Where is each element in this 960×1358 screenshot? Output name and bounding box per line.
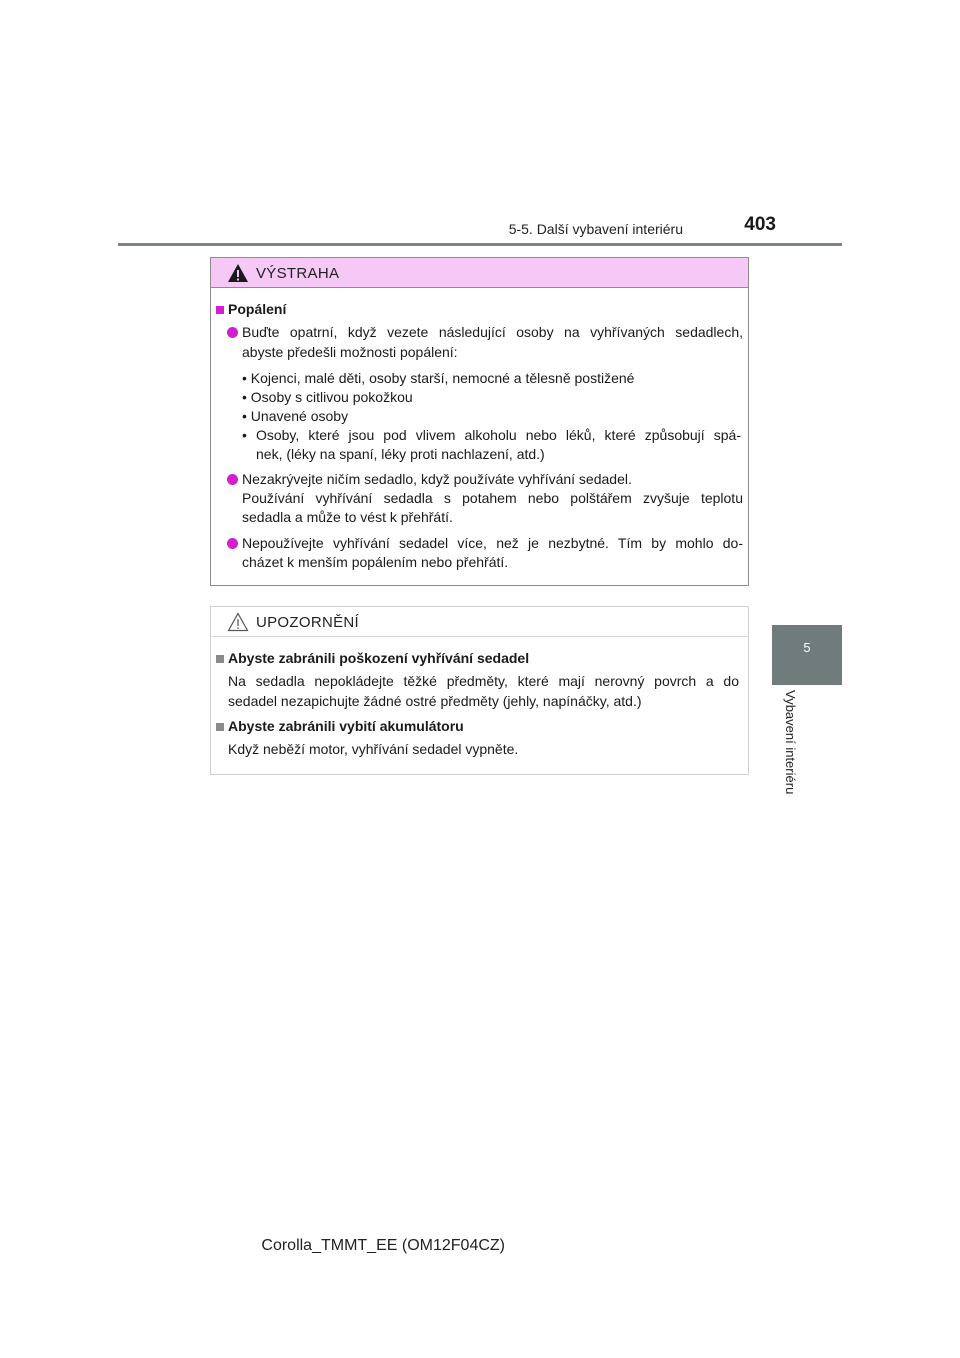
caution-text-1-line-1: Na sedadla nepokládejte těžké předměty, které mají nerovný povrch a do	[228, 673, 739, 689]
warning-title: VÝSTRAHA	[256, 265, 340, 282]
caution-title: UPOZORNĚNÍ	[256, 614, 360, 631]
header-rule	[118, 243, 842, 246]
warning-item-1-line-2: abyste předešli možnosti popálení:	[242, 344, 458, 360]
round-bullet-icon	[227, 327, 238, 338]
square-bullet-icon	[216, 306, 224, 314]
chapter-tab: 5	[772, 625, 842, 685]
warning-item-1-line-1: Buďte opatrní, když vezete následující osoby na vyhřívaných sedadlech,	[242, 324, 743, 340]
footer-model-code: Corolla_TMMT_EE (OM12F04CZ)	[261, 1237, 505, 1254]
page-number: 403	[744, 214, 776, 235]
chapter-label	[782, 690, 802, 820]
caution-heading-1: Abyste zabránili poškození vyhřívání sedadel	[228, 650, 530, 666]
chapter-label-text: Vybavení interiéru	[783, 690, 798, 795]
warning-sub-4-line-1: • Osoby, které jsou pod vlivem alkoholu nebo léků, které způsobují spá-	[242, 427, 741, 443]
section-title: 5-5. Další vybavení interiéru	[508, 221, 683, 237]
warning-item-3-line-2: cházet k menším popálením nebo přehřátí.	[242, 554, 509, 570]
square-bullet-icon	[216, 723, 224, 731]
caution-header	[211, 607, 748, 637]
warning-header	[211, 258, 748, 288]
caution-text-2: Když neběží motor, vyhřívání sedadel vypněte.	[228, 741, 519, 757]
warning-item-2-line-2: Používání vyhřívání sedadla s potahem nebo polštářem zvyšuje teplotu	[242, 490, 743, 506]
round-bullet-icon	[227, 538, 238, 549]
square-bullet-icon	[216, 655, 224, 663]
caution-heading-2: Abyste zabránili vybití akumulátoru	[228, 718, 464, 734]
warning-sub-1: • Kojenci, malé děti, osoby starší, nemocné a tělesně postižené	[242, 370, 635, 386]
warning-sub-4-line-2: nek, (léky na spaní, léky proti nachlazení, atd.)	[256, 446, 545, 462]
warning-item-2-line-3: sedadla a může to vést k přehřátí.	[242, 509, 453, 525]
warning-heading: Popálení	[228, 301, 287, 317]
caution-box	[210, 606, 749, 775]
round-bullet-icon	[227, 474, 238, 485]
caution-text-1-line-2: sedadel nezapichujte žádné ostré předměty (jehly, napínáčky, atd.)	[228, 693, 642, 709]
warning-triangle-icon	[227, 263, 249, 283]
warning-item-2-line-1: Nezakrývejte ničím sedadlo, když používáte vyhřívání sedadel.	[242, 471, 632, 487]
warning-box	[210, 257, 749, 586]
warning-sub-3: • Unavené osoby	[242, 408, 349, 424]
caution-triangle-icon	[227, 612, 249, 632]
warning-sub-2: • Osoby s citlivou pokožkou	[242, 389, 413, 405]
warning-item-3-line-1: Nepoužívejte vyhřívání sedadel více, než je nezbytné. Tím by mohlo do-	[242, 535, 743, 551]
